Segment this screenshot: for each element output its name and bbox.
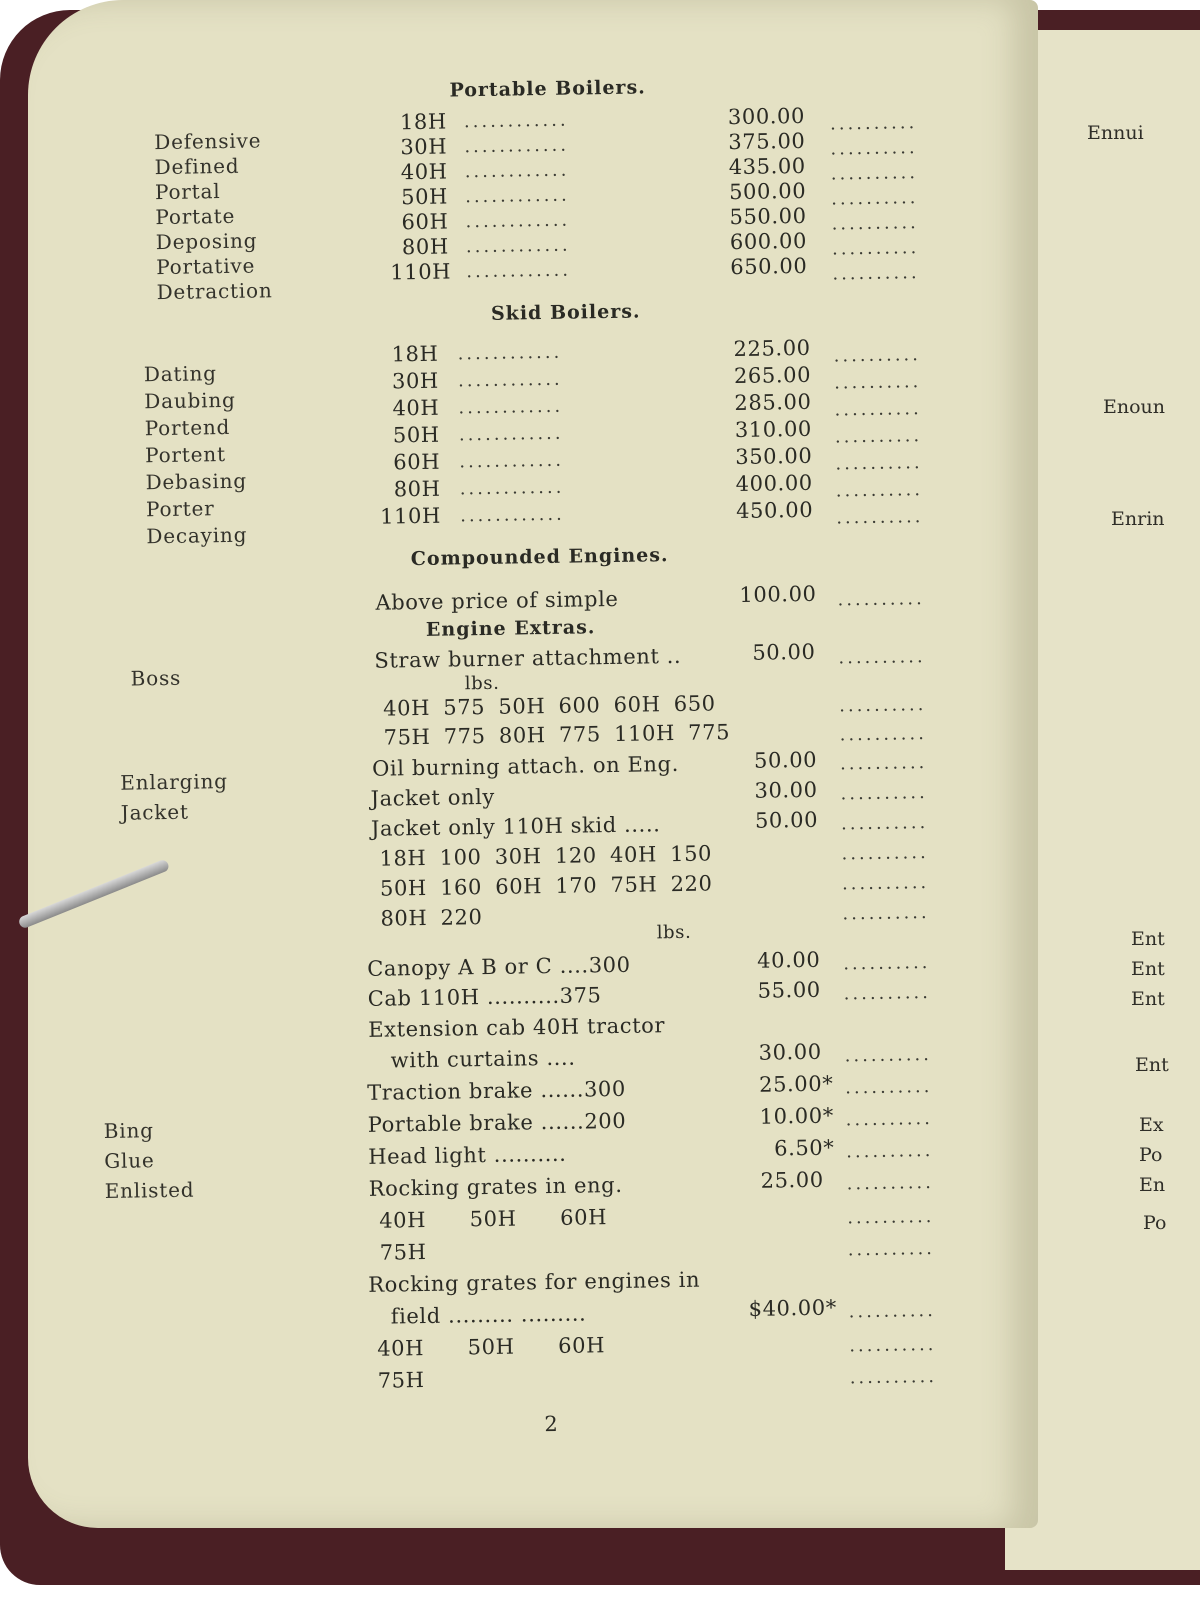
price: 450.00 xyxy=(735,497,814,524)
right-code-word: Enoun xyxy=(1103,396,1166,418)
boiler-size: 110H xyxy=(379,503,442,529)
dot-leader: .......... xyxy=(831,212,919,235)
price: 550.00 xyxy=(729,203,807,230)
price: 225.00 xyxy=(733,335,811,362)
price: 25.00* xyxy=(758,1071,834,1097)
code-word: Dating xyxy=(143,361,217,387)
boiler-size: 50H xyxy=(400,184,449,210)
price: 500.00 xyxy=(728,178,807,205)
code-word: Detraction xyxy=(156,278,273,305)
section-heading: Portable Boilers. xyxy=(449,76,646,102)
price: 55.00 xyxy=(757,977,821,1003)
dot-leader: .......... xyxy=(831,187,919,210)
right-code-word: Po xyxy=(1139,1144,1163,1166)
boiler-size: 18H xyxy=(399,109,447,135)
boiler-size: 60H xyxy=(393,449,441,475)
item-text: Traction brake ......300 xyxy=(367,1076,627,1105)
code-word: Bing xyxy=(103,1118,154,1144)
boiler-size: 40H xyxy=(392,395,440,421)
boiler-size: 30H xyxy=(400,134,448,160)
right-code-word: Ent xyxy=(1131,928,1165,950)
item-text: Oil burning attach. on Eng. xyxy=(371,751,680,781)
boiler-size: 50H xyxy=(392,422,440,448)
dot-leader: .......... xyxy=(832,262,920,285)
right-code-word: Ennui xyxy=(1087,122,1144,144)
item-text: Portable brake ......200 xyxy=(367,1108,627,1137)
dot-leader: .......... xyxy=(831,237,920,260)
dot-leader: .......... xyxy=(849,1333,937,1357)
price: 400.00 xyxy=(735,470,813,497)
dot-leader: .......... xyxy=(830,137,918,160)
code-word: Enlisted xyxy=(104,1177,195,1204)
dot-leader: .......... xyxy=(845,1076,933,1099)
code-word: Portal xyxy=(154,179,221,205)
item-text: with curtains .... xyxy=(390,1045,576,1073)
boiler-size: 30H xyxy=(391,368,440,394)
item-text: Above price of simple xyxy=(375,586,619,615)
code-word: Enlarging xyxy=(120,769,228,795)
price: $40.00* xyxy=(748,1295,838,1321)
page-number: 2 xyxy=(544,1411,559,1437)
dot-leader: .......... xyxy=(844,1044,933,1067)
item-text: field ......... ......... xyxy=(390,1301,587,1329)
price: 6.50* xyxy=(773,1135,835,1161)
dot-leader: ............ xyxy=(459,503,565,527)
price: 265.00 xyxy=(733,362,812,389)
weight-unit: lbs. xyxy=(656,921,692,944)
dot-leader: .......... xyxy=(833,344,922,367)
price: 435.00 xyxy=(728,153,806,180)
boiler-size: 80H xyxy=(393,476,441,502)
dot-leader: .......... xyxy=(847,1205,935,1229)
weight-line: 50H 160 60H 170 75H 220 xyxy=(379,871,713,901)
code-word: Debasing xyxy=(145,468,248,495)
price: 10.00* xyxy=(759,1103,835,1129)
price: 50.00 xyxy=(753,747,818,773)
dot-leader: ............ xyxy=(463,109,569,133)
right-code-word: Ent xyxy=(1131,958,1165,980)
price: 300.00 xyxy=(727,103,806,130)
dot-leader: ............ xyxy=(465,209,571,233)
dot-leader: ............ xyxy=(458,422,564,446)
dot-leader: .......... xyxy=(846,1139,934,1163)
dot-leader: .......... xyxy=(837,588,925,611)
dot-leader: ............ xyxy=(457,341,563,365)
price: 600.00 xyxy=(729,228,808,255)
dot-leader: ............ xyxy=(459,449,565,473)
dot-leader: ............ xyxy=(465,234,571,258)
dot-leader: .......... xyxy=(835,479,924,502)
dot-leader: .......... xyxy=(841,872,930,895)
left-page xyxy=(28,0,1038,1528)
price: 310.00 xyxy=(734,416,813,443)
code-word: Defensive xyxy=(154,128,262,155)
code-word: Porter xyxy=(145,496,215,522)
boiler-size: 40H xyxy=(400,159,448,185)
right-code-word: En xyxy=(1139,1174,1166,1196)
dot-leader: .......... xyxy=(839,723,928,746)
item-text: Cab 110H ..........375 xyxy=(367,983,602,1011)
section-heading: Compounded Engines. xyxy=(410,544,669,571)
dot-leader: .......... xyxy=(836,506,924,529)
dot-leader: ............ xyxy=(459,476,565,500)
weight-line: 18H 100 30H 120 40H 150 xyxy=(379,841,713,871)
weight-line: 75H 775 80H 775 110H 775 xyxy=(383,720,731,750)
dot-leader: .......... xyxy=(833,371,922,394)
price: 30.00 xyxy=(758,1039,822,1065)
boiler-size: 110H xyxy=(390,259,452,285)
code-word: Portate xyxy=(155,203,236,230)
size-line: 75H xyxy=(379,1239,427,1265)
dot-leader: ............ xyxy=(464,134,570,158)
boiler-size: 60H xyxy=(401,209,449,235)
dot-leader: .......... xyxy=(843,952,931,975)
code-word: Portent xyxy=(144,442,226,468)
code-word: Defined xyxy=(154,153,240,180)
size-line: 40H 50H 60H xyxy=(377,1333,606,1361)
price: 650.00 xyxy=(730,253,808,280)
right-code-word: Enrin xyxy=(1111,508,1165,530)
item-text: Rocking grates for engines in xyxy=(368,1267,701,1297)
dot-leader: .......... xyxy=(848,1299,937,1323)
size-line: 75H xyxy=(377,1368,425,1393)
code-word: Daubing xyxy=(144,387,236,414)
dot-leader: .......... xyxy=(842,902,930,925)
item-text: Head light .......... xyxy=(368,1141,567,1169)
weight-line: 40H 575 50H 600 60H 650 xyxy=(382,691,716,721)
dot-leader: .......... xyxy=(845,1107,934,1131)
dot-leader: .......... xyxy=(840,812,929,835)
dot-leader: ............ xyxy=(464,184,570,208)
dot-leader: .......... xyxy=(830,162,919,185)
dot-leader: .......... xyxy=(838,646,926,669)
item-text: Extension cab 40H tractor xyxy=(368,1013,666,1042)
item-text: Straw burner attachment .. xyxy=(374,643,682,673)
section-heading: Skid Boilers. xyxy=(490,300,641,325)
boiler-size: 80H xyxy=(401,234,449,260)
item-text: Jacket only xyxy=(370,784,496,811)
code-word: Glue xyxy=(104,1148,155,1174)
price: 40.00 xyxy=(756,947,821,973)
dot-leader: .......... xyxy=(835,452,923,475)
price: 375.00 xyxy=(728,128,806,155)
code-word: Deposing xyxy=(155,228,258,255)
dot-leader: .......... xyxy=(839,694,927,717)
price: 30.00 xyxy=(754,777,818,803)
price: 25.00 xyxy=(760,1167,824,1193)
price: 285.00 xyxy=(734,389,812,416)
weight-line: 80H 220 xyxy=(380,905,483,931)
price: 100.00 xyxy=(739,581,817,607)
code-word: Boss xyxy=(130,665,182,691)
dot-leader: .......... xyxy=(841,842,929,865)
dot-leader: .......... xyxy=(846,1171,935,1195)
price: 50.00 xyxy=(752,639,816,665)
dot-leader: ............ xyxy=(466,259,572,283)
right-code-word: Ent xyxy=(1131,988,1165,1010)
dot-leader: .......... xyxy=(829,112,918,135)
item-text: Jacket only 110H skid ..... xyxy=(370,812,661,841)
right-code-word: Ex xyxy=(1139,1114,1164,1136)
dot-leader: .......... xyxy=(834,425,923,448)
dot-leader: .......... xyxy=(847,1237,936,1261)
dot-leader: .......... xyxy=(834,398,922,421)
dot-leader: .......... xyxy=(840,782,928,805)
dot-leader: ............ xyxy=(464,159,570,183)
code-word: Portend xyxy=(144,414,231,441)
price: 350.00 xyxy=(735,443,813,470)
code-word: Portative xyxy=(156,253,256,280)
code-word: Jacket xyxy=(120,799,189,825)
section-heading: Engine Extras. xyxy=(425,616,596,641)
dot-leader: .......... xyxy=(849,1365,938,1389)
dot-leader: .......... xyxy=(839,752,928,775)
price: 50.00 xyxy=(754,807,819,833)
size-line: 40H 50H 60H xyxy=(379,1205,608,1233)
dot-leader: ............ xyxy=(458,395,564,419)
right-code-word: Ent xyxy=(1135,1054,1169,1076)
right-code-word: Po xyxy=(1143,1212,1167,1234)
item-text: Canopy A B or C ....300 xyxy=(367,952,631,981)
item-text: Rocking grates in eng. xyxy=(368,1172,623,1201)
boiler-size: 18H xyxy=(391,341,439,367)
dot-leader: .......... xyxy=(843,982,932,1005)
dot-leader: ............ xyxy=(457,368,563,392)
code-word: Decaying xyxy=(146,522,248,549)
weight-unit: lbs. xyxy=(464,672,500,695)
